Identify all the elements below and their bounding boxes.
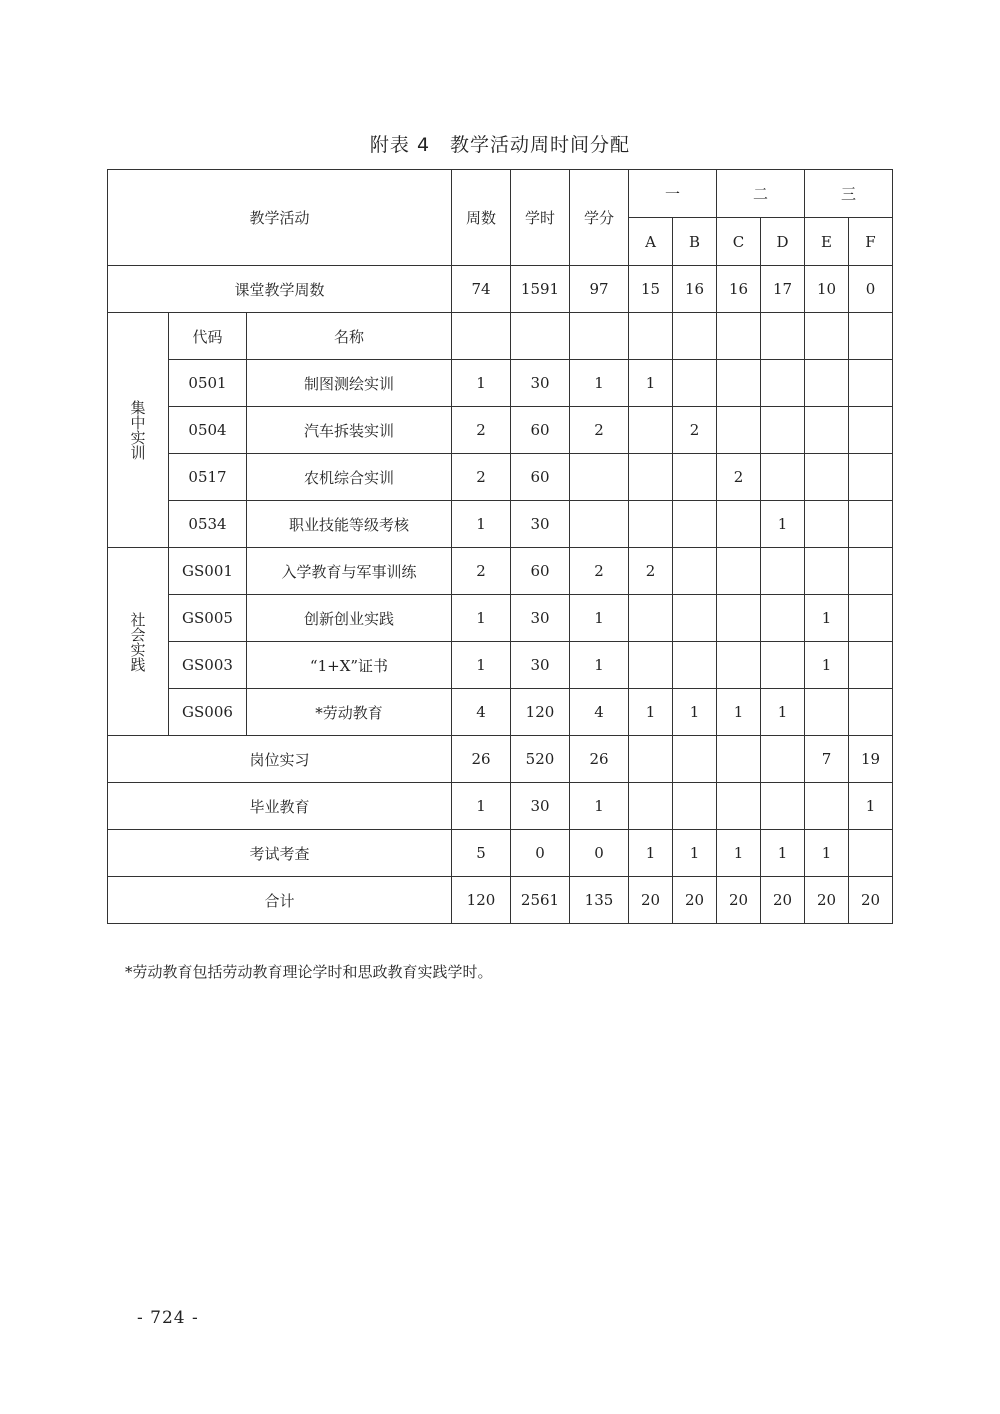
header-term: F: [849, 218, 893, 266]
cell-hours: 30: [511, 360, 570, 407]
cell-term: [629, 454, 673, 501]
cell-term: [849, 501, 893, 548]
cell-term: [805, 501, 849, 548]
cell-term: [673, 501, 717, 548]
cell-term: [629, 783, 673, 830]
cell-term: [805, 454, 849, 501]
cell-term: [629, 736, 673, 783]
footnote: *劳动教育包括劳动教育理论学时和思政教育实践学时。: [125, 963, 493, 981]
cell-credits: 0: [570, 830, 629, 877]
cell-term: [629, 642, 673, 689]
header-term: B: [673, 218, 717, 266]
cell-term: 1: [849, 783, 893, 830]
cell-term: [849, 830, 893, 877]
cell-hours: 30: [511, 501, 570, 548]
cell-term: 1: [805, 595, 849, 642]
cell-term: 20: [629, 877, 673, 924]
cell-name: *劳动教育: [247, 689, 452, 736]
cell-hours: 0: [511, 830, 570, 877]
cell-term: 1: [717, 689, 761, 736]
cell-term: 2: [673, 407, 717, 454]
cell-term: [717, 642, 761, 689]
header-year-1: 一: [629, 170, 717, 218]
cell-term: 17: [761, 266, 805, 313]
cell-term: [849, 360, 893, 407]
cell-name: 制图测绘实训: [247, 360, 452, 407]
cell-weeks: 2: [452, 454, 511, 501]
cell-name: 职业技能等级考核: [247, 501, 452, 548]
page-title: 附表 4 教学活动周时间分配: [369, 134, 631, 156]
cell-term: [849, 642, 893, 689]
cell-term: 1: [629, 689, 673, 736]
cell-code: GS006: [169, 689, 247, 736]
cell-term: [849, 407, 893, 454]
cell-term: [761, 595, 805, 642]
header-term: E: [805, 218, 849, 266]
cell-term: 1: [805, 642, 849, 689]
cell-term: [717, 595, 761, 642]
cell-term: 20: [761, 877, 805, 924]
cell-weeks: 74: [452, 266, 511, 313]
cell-term: 1: [629, 830, 673, 877]
cell-term: 16: [717, 266, 761, 313]
cell-term: [673, 548, 717, 595]
cell-code: 0504: [169, 407, 247, 454]
cell-hours: 30: [511, 595, 570, 642]
cell-code: 0501: [169, 360, 247, 407]
cell-code: GS001: [169, 548, 247, 595]
cell-code: GS005: [169, 595, 247, 642]
cell-weeks: 2: [452, 548, 511, 595]
cell-credits: 1: [570, 783, 629, 830]
cell-term: 7: [805, 736, 849, 783]
table-row: [108, 689, 893, 736]
cell-hours: 30: [511, 783, 570, 830]
cell-term: [805, 548, 849, 595]
cell-credits: 4: [570, 689, 629, 736]
cell-term: 20: [717, 877, 761, 924]
cell-term: [717, 360, 761, 407]
table-row: [108, 454, 893, 501]
row-label: 岗位实习: [108, 736, 452, 783]
cell-credits: 2: [570, 407, 629, 454]
cell-weeks: 4: [452, 689, 511, 736]
cell-hours: 60: [511, 454, 570, 501]
cell-hours: 120: [511, 689, 570, 736]
table-row-total: [108, 877, 893, 924]
group2-label-text: 社会实践: [128, 611, 147, 672]
cell-credits: 135: [570, 877, 629, 924]
row-label: 合计: [108, 877, 452, 924]
table-row: [108, 642, 893, 689]
cell-code: GS003: [169, 642, 247, 689]
cell-weeks: 1: [452, 642, 511, 689]
cell-term: [629, 595, 673, 642]
page-number: - 724 -: [137, 1308, 199, 1328]
cell-term: 1: [717, 830, 761, 877]
cell-term: [673, 595, 717, 642]
cell-term: [849, 689, 893, 736]
header-hours: 学时: [511, 170, 570, 266]
cell-credits: 26: [570, 736, 629, 783]
cell-credits: 2: [570, 548, 629, 595]
cell-hours: 60: [511, 548, 570, 595]
cell-term: [761, 642, 805, 689]
cell-weeks: 1: [452, 501, 511, 548]
cell-hours: 1591: [511, 266, 570, 313]
cell-term: 1: [761, 501, 805, 548]
table-row-classroom: [108, 266, 893, 313]
cell-term: [717, 501, 761, 548]
table-row-graduation: [108, 783, 893, 830]
table-row-exams: [108, 830, 893, 877]
table-row: [108, 360, 893, 407]
cell-name: 入学教育与军事训练: [247, 548, 452, 595]
cell-hours: 2561: [511, 877, 570, 924]
table-row: [108, 501, 893, 548]
cell-term: 2: [629, 548, 673, 595]
table-row-internship: [108, 736, 893, 783]
code-header: 代码: [169, 313, 247, 360]
cell-credits: 97: [570, 266, 629, 313]
header-weeks: 周数: [452, 170, 511, 266]
cell-weeks: 1: [452, 783, 511, 830]
cell-code: 0534: [169, 501, 247, 548]
name-header: 名称: [247, 313, 452, 360]
cell-credits: 1: [570, 595, 629, 642]
cell-term: [717, 783, 761, 830]
row-label: 毕业教育: [108, 783, 452, 830]
cell-term: 0: [849, 266, 893, 313]
cell-hours: 60: [511, 407, 570, 454]
cell-term: [673, 642, 717, 689]
cell-hours: 30: [511, 642, 570, 689]
cell-name: 汽车拆装实训: [247, 407, 452, 454]
cell-term: [761, 360, 805, 407]
header-activity: 教学活动: [108, 170, 452, 266]
cell-term: [849, 548, 893, 595]
cell-term: [761, 407, 805, 454]
activity-table: [107, 169, 893, 924]
header-term: A: [629, 218, 673, 266]
cell-term: [629, 501, 673, 548]
cell-term: [761, 736, 805, 783]
cell-weeks: 5: [452, 830, 511, 877]
cell-term: [805, 360, 849, 407]
cell-credits: 1: [570, 642, 629, 689]
cell-term: [717, 407, 761, 454]
cell-term: [717, 736, 761, 783]
header-row-1: [108, 170, 893, 218]
cell-term: [673, 736, 717, 783]
cell-term: 1: [761, 689, 805, 736]
cell-term: [761, 783, 805, 830]
cell-name: 创新创业实践: [247, 595, 452, 642]
header-year-2: 二: [717, 170, 805, 218]
cell-term: 16: [673, 266, 717, 313]
cell-term: [761, 548, 805, 595]
table-row: [108, 548, 893, 595]
cell-term: 10: [805, 266, 849, 313]
table-row: [108, 407, 893, 454]
cell-term: 1: [673, 689, 717, 736]
cell-term: [673, 783, 717, 830]
cell-term: [805, 407, 849, 454]
cell-credits: [570, 501, 629, 548]
cell-name: “1+X”证书: [247, 642, 452, 689]
cell-term: [717, 548, 761, 595]
cell-term: [849, 595, 893, 642]
cell-term: 1: [629, 360, 673, 407]
cell-term: 20: [673, 877, 717, 924]
cell-weeks: 2: [452, 407, 511, 454]
cell-term: [805, 689, 849, 736]
row-label: 考试考查: [108, 830, 452, 877]
cell-weeks: 26: [452, 736, 511, 783]
cell-weeks: 1: [452, 360, 511, 407]
cell-name: 农机综合实训: [247, 454, 452, 501]
cell-weeks: 1: [452, 595, 511, 642]
header-term: C: [717, 218, 761, 266]
group-label-training: [108, 313, 169, 548]
cell-term: [673, 454, 717, 501]
cell-term: 2: [717, 454, 761, 501]
cell-term: [805, 783, 849, 830]
cell-code: 0517: [169, 454, 247, 501]
group-label-practice: [108, 548, 169, 736]
cell-term: 1: [673, 830, 717, 877]
classroom-label: 课堂教学周数: [108, 266, 452, 313]
cell-term: 20: [805, 877, 849, 924]
cell-term: [629, 407, 673, 454]
header-credits: 学分: [570, 170, 629, 266]
cell-term: [673, 360, 717, 407]
table-row-group1-header: [108, 313, 893, 360]
table-row: [108, 595, 893, 642]
cell-term: 15: [629, 266, 673, 313]
group1-label-text: 集中实训: [128, 400, 147, 460]
cell-term: 1: [805, 830, 849, 877]
cell-term: 1: [761, 830, 805, 877]
cell-term: [761, 454, 805, 501]
cell-credits: 1: [570, 360, 629, 407]
cell-credits: [570, 454, 629, 501]
header-year-3: 三: [805, 170, 893, 218]
cell-term: [849, 454, 893, 501]
header-term: D: [761, 218, 805, 266]
cell-term: 19: [849, 736, 893, 783]
cell-hours: 520: [511, 736, 570, 783]
cell-term: 20: [849, 877, 893, 924]
cell-weeks: 120: [452, 877, 511, 924]
